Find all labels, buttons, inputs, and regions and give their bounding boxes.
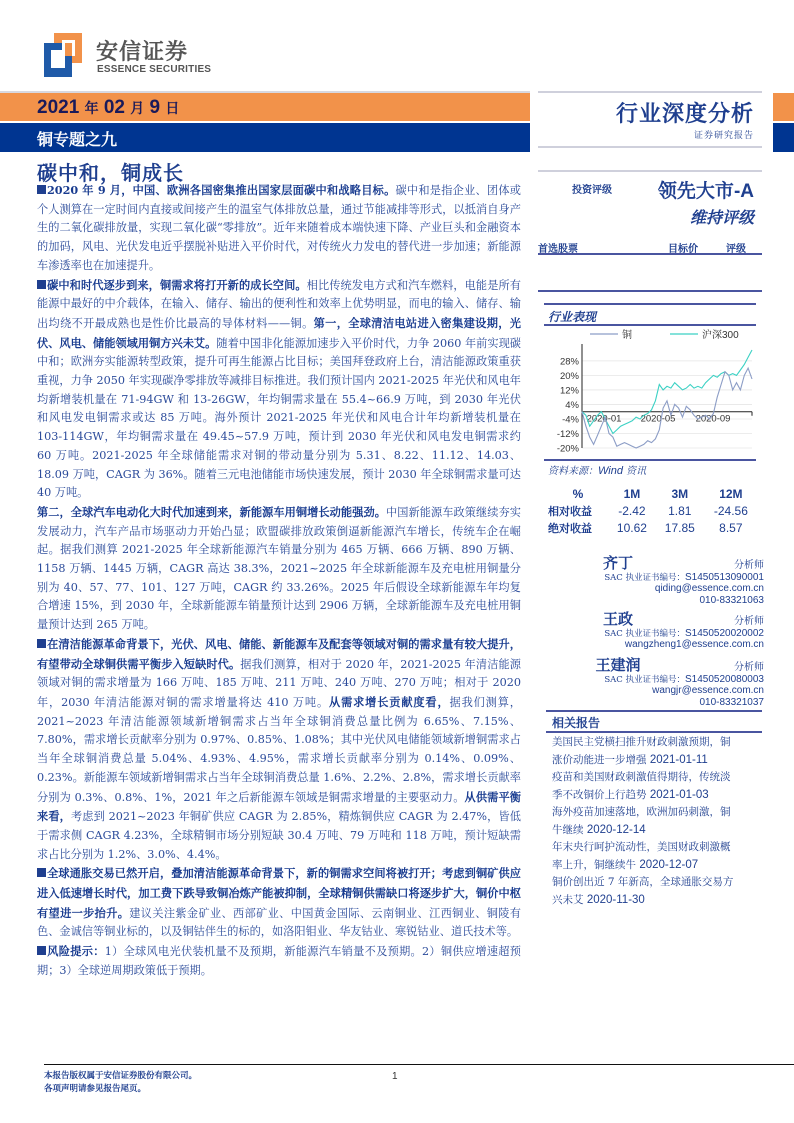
headline: 碳中和，铜成长: [37, 161, 184, 185]
paragraph-lead: 2020 年 9 月，中国、欧洲各国密集推出国家层面碳中和战略目标。: [47, 183, 396, 197]
analyst-email[interactable]: wangzheng1@essence.com.cn: [624, 639, 764, 650]
picks-col-rating: 评级: [726, 244, 746, 255]
footer-notice: 各项声明请参见报告尾页。: [44, 1084, 147, 1094]
industry-performance-chart: [540, 326, 760, 456]
related-report-title-cont: 牛继续: [552, 823, 584, 836]
table-row: [548, 519, 758, 536]
summary-paragraph: [37, 864, 521, 942]
source-suffix: 资讯: [622, 466, 647, 477]
related-report-title: 海外疫苗加速落地，欧洲加码刺激，铜: [552, 806, 731, 818]
table-cell: 17.85: [664, 520, 695, 535]
related-report-title: 铜价创出近 7 年新高，全球通胀交易方: [552, 876, 734, 888]
table-cell: 1.81: [668, 503, 692, 518]
analyst-email[interactable]: wangjr@essence.com.cn: [652, 685, 764, 696]
analyst-sac: [604, 571, 764, 583]
legend-label: 铜: [622, 330, 632, 341]
analyst-card: [548, 654, 764, 710]
date-year-unit: 年: [84, 101, 99, 117]
date-month: 02: [103, 97, 125, 118]
picks-col-target-price: 目标价: [668, 244, 698, 255]
x-tick-label: 2020-05: [640, 413, 676, 425]
analyst-role: 分析师: [734, 560, 764, 571]
bullet-square-icon: [37, 639, 46, 648]
related-report-date: 2020-11-30: [586, 893, 645, 906]
date-year: 2021: [37, 97, 80, 118]
sac-number: S1450513090001: [685, 572, 764, 583]
related-report-title-cont: 兴未艾: [552, 893, 584, 906]
perf-title-top-rule: [544, 303, 756, 305]
picks-col-stock: 首选股票: [538, 244, 578, 255]
source-prefix: 资料来源：: [548, 466, 598, 477]
paragraph-text: 中国新能源车政策继续夯实发展动力，汽车产品市场驱动力开始凸显；欧盟碳排放政策倒逼新能源汽车增长，传统车企在崛起。据我们测算 2021-2025 年全球新能源汽车销量分别为 465 万辆、666 万辆、890 万辆、1158 万辆、1445 万辆，CAGR 高达 38.3%，2021~2025 年全球新能源车及充电桩用铜量分别为 40、57、77、101、127 万吨，CAGR 约 33.26%。2025 年后假设全球新能源车年均复合增速 15%，到 2030 年，全球新能源车销量预计达到 2906 万辆，全球新能源车及充电桩用铜量预计达到 265 万吨。: [37, 505, 521, 632]
analyst-sac: [604, 673, 764, 685]
date-day-unit: 日: [165, 101, 180, 117]
related-report-title-cont: 季不改铜价上行趋势: [552, 788, 647, 801]
table-header: 1M: [623, 486, 641, 501]
table-cell: 8.57: [719, 520, 743, 535]
related-report-date: 2021-01-03: [649, 788, 709, 801]
related-report-title-cont: 率上升，铜继续牛: [552, 858, 636, 871]
table-header: %: [572, 486, 584, 501]
related-report-item[interactable]: [552, 874, 762, 909]
analyst-sac: [604, 627, 764, 639]
source-name: Wind: [598, 465, 623, 477]
related-report-date: 2020-12-14: [586, 823, 646, 836]
top-picks-header: [538, 240, 762, 255]
rating-grade: -A: [733, 181, 754, 202]
paragraph-text: 碳中和是指企业、团体或个人测算在一定时间内直接或间接产生的温室气体排放总量，通过节能减排等形式，以抵消自身产生的二氧化碳排放量，实现二氧化碳“零排放”。近年来随着成本端快速下降、产业巨头和金融资本的加码，风电、光伏发电近乎摆脱补贴进入平价时代，对传统火力发电的替代进一步加速；新能源车渗透率也在加速提升。: [37, 184, 521, 272]
analyst-name: 王政: [602, 610, 633, 628]
y-tick-label: -20%: [556, 443, 579, 455]
analyst-name: 王建润: [595, 656, 641, 674]
row-label: 绝对收益: [548, 521, 592, 535]
row-label: 相对收益: [548, 504, 592, 518]
series-line: [582, 368, 752, 448]
paragraph-lead: 在清洁能源革命背景下，光伏、风电、储能、新能源车及配套等领域对铜的需求量有较大提升，有望带动全球铜供需平衡步入短缺时代。: [37, 636, 521, 671]
y-tick-label: -4%: [562, 414, 579, 426]
related-report-item[interactable]: [552, 734, 762, 769]
right-column-rule: [538, 146, 762, 148]
sac-label: SAC 执业证书编号：: [604, 629, 686, 639]
related-reports-title: 相关报告: [552, 716, 601, 730]
related-report-item[interactable]: [552, 769, 762, 804]
analyst-card: [548, 552, 764, 604]
related-report-title: 疫苗和美国财政刺激值得期待，传统淡: [552, 771, 731, 783]
rating-value: [658, 176, 754, 203]
company-logo: [44, 33, 244, 83]
logo-mark-icon: [44, 33, 84, 77]
paragraph-text: 据我们测算，相对于 2020 年，2021-2025 年清洁能源领域对铜的需求增量为 166 万吨、185 万吨、211 万吨、240 万吨、270 万吨；相对于 2020 年，2030 年清洁能源对铜的需求增量将达 410 万吨。: [37, 657, 521, 709]
analyst-role: 分析师: [734, 662, 764, 673]
table-cell: -2.42: [618, 503, 646, 518]
analyst-role: 分析师: [734, 616, 764, 627]
related-reports-list: [552, 734, 762, 909]
paragraph-text: 建议关注紫金矿业、西部矿业、中国黄金国际、云南铜业、江西铜业、铜陵有色、金诚信等铜业标的，以及铜钴伴生的标的，如洛阳钼业、华友钴业、寒锐钴业、道氏技术等。: [37, 906, 521, 939]
related-report-title: 美国民主党横扫推升财政刺激预期，铜: [552, 736, 731, 748]
logo-name-en: ESSENCE SECURITIES: [97, 64, 212, 75]
related-report-item[interactable]: [552, 804, 762, 839]
top-picks-bottom-rule: [538, 290, 762, 292]
table-header-row: [548, 485, 758, 502]
analyst-name: 齐丁: [602, 554, 633, 572]
related-report-title: 年末央行呵护流动性，美国财政刺激概: [552, 841, 731, 853]
table-cell: 10.62: [616, 520, 647, 535]
paragraph-lead: 从需求增长贡献度看，: [329, 694, 450, 709]
table-row: [548, 502, 758, 519]
sac-number: S1450520020002: [685, 628, 764, 639]
date-month-unit: 月: [130, 101, 145, 117]
sac-number: S1450520080003: [685, 674, 764, 685]
bullet-square-icon: [37, 946, 46, 955]
bullet-square-icon: [37, 280, 46, 289]
paragraph-lead: 碳中和时代逐步到来，铜需求将打开新的成长空间。: [47, 277, 307, 292]
date-day: 9: [149, 97, 161, 118]
paragraph-lead: 全球通胀交易已然开启，叠加清洁能源革命背景下，新的铜需求空间将被打开；考虑到铜矿供应进入低速增长时代，加工费下跌导致铜冶炼产能被抑制，全球精铜供需缺口将逐步扩大，铜价中枢有望进一步抬升。: [37, 866, 521, 920]
chart-source: [548, 462, 646, 477]
legend-label: 沪深300: [702, 330, 739, 341]
summary-paragraph: [37, 503, 521, 635]
paragraph-lead: 风险提示：: [47, 944, 105, 959]
date-bar-right-edge: [773, 93, 794, 121]
x-tick-label: 2020-01: [586, 413, 622, 425]
related-title-rule: [546, 731, 762, 733]
analyst-phone: 010-83321037: [699, 697, 764, 708]
report-body: [37, 181, 521, 981]
paragraph-text: 相比传统发电方式和汽车燃料，电能是所有能源中最好的中介载体，在输入、储存、输出的便利性和效率上优势明显，而电的输入、储存、输出均绕不开最成熟也是性价比最高的导体材料——铜。: [37, 278, 521, 330]
table-header: 12M: [719, 486, 743, 501]
rating-value-cn: 领先大市: [657, 180, 734, 202]
paragraph-lead: 从供需平衡来看，: [37, 789, 521, 824]
y-tick-label: 12%: [559, 385, 579, 397]
rating-top-rule: [538, 170, 762, 172]
paragraph-text: 随着中国非化能源加速步入平价时代，力争 2060 年前实现碳中和；欧洲夯实能源转型政策，提升可再生能源占比目标；美国拜登政府上台，清洁能源政策重获重视，力争 2050 年实现碳净零排放等减排目标推进。我们预计国内 2021-2025 年光伏和风电年均新增装机量在 71-94GW 和 13-26GW，年均铜需求量在 55.4~66.9 万吨，到 2030 年光伏和风电发电铜需求或达 85 万吨。海外预计 2021-2025 年光伏和风电合计年均新增装机量在 103-114GW，年均铜需求量在 49.45~57.9 万吨，预计到 2030 年光伏和风电发电铜需求约 60 万吨。2021-2025 年全球储能需求对铜的带动量分别为 5.31、8.22、11.12、14.03、18.09 万吨，CAGR 为 36%。随着三元电池储能市场快速发展，预计 2030 年全球铜需求量可达 40 万吨。: [37, 336, 521, 500]
analyst-phone: 010-83321063: [699, 595, 764, 606]
paragraph-lead: 第一，全球清洁电站进入密集建设期，光伏、风电、储能领域用铜方兴未艾。: [37, 315, 521, 350]
footer-disclaimer: [44, 1070, 197, 1096]
table-header: 3M: [671, 486, 689, 501]
paragraph-text: 1）全球风电光伏装机量不及预期，新能源汽车销量不及预期。2）铜供应增速超预期；3）全球逆周期政策低于预期。: [37, 945, 521, 977]
paragraph-text: 考虑到 2021~2023 年铜矿供应 CAGR 为 2.85%，精炼铜供应 CAGR 为 2.47%，皆低于需求侧 CAGR 4.23%，全球精铜市场分别短缺 30.4 万吨、79 万吨和 118 万吨，预计短缺需求占比分别为 1.2%、3.0%、4.4%。: [37, 810, 521, 861]
related-report-item[interactable]: [552, 839, 762, 874]
right-column-top-rule: [538, 91, 762, 93]
related-top-rule: [546, 710, 762, 712]
source-rule: [544, 459, 756, 461]
related-report-title-cont: 涨价动能进一步增强: [552, 753, 647, 766]
report-type: 行业深度分析: [615, 101, 754, 127]
summary-paragraph: [37, 181, 521, 276]
report-date: [37, 97, 179, 119]
logo-name-cn: 安信证券: [96, 40, 189, 65]
summary-paragraph: [37, 635, 521, 864]
page-number: 1: [392, 1071, 398, 1082]
x-tick-label: 2020-09: [695, 413, 731, 425]
sac-label: SAC 执业证书编号：: [604, 675, 686, 685]
y-tick-label: 4%: [565, 399, 579, 411]
bullet-square-icon: [37, 185, 46, 194]
report-subtype: 证券研究报告: [693, 131, 754, 141]
analyst-card: [548, 608, 764, 652]
risk-paragraph: [37, 942, 521, 980]
performance-table: [548, 485, 758, 536]
report-series: 铜专题之九: [37, 130, 118, 149]
rating-label: 投资评级: [572, 185, 612, 196]
analyst-email[interactable]: qiding@essence.com.cn: [654, 583, 764, 594]
related-report-date: 2021-01-11: [649, 753, 708, 766]
perf-title: 行业表现: [548, 310, 597, 324]
footer-rule: [44, 1064, 794, 1065]
bullet-square-icon: [37, 868, 46, 877]
summary-paragraph: [37, 276, 521, 503]
sac-label: SAC 执业证书编号：: [604, 573, 686, 583]
paragraph-lead: 第二，全球汽车电动化大时代加速到来，新能源车用铜增长动能强劲。: [37, 504, 386, 519]
rating-action: 维持评级: [689, 208, 754, 227]
footer-copyright: 本报告版权属于安信证券股份有限公司。: [44, 1071, 198, 1081]
table-cell: -24.56: [713, 503, 748, 518]
related-report-date: 2020-12-07: [639, 858, 699, 871]
y-tick-label: -12%: [556, 428, 579, 440]
paragraph-text: 据我们测算，2021~2023 年清洁能源领域新增铜需求占当年全球铜消费总量比例为 6.65%、7.15%、7.80%，需求增长贡献率分别为 0.97%、0.85%、1.08%；其中光伏风电储能领域新增铜需求占当年全球铜消费总量 5.04%、4.93%、4.95%，需求增长贡献率分别为 0.14%、0.09%、0.23%。新能源车领域新增铜需求占当年全球铜消费总量 1.6%、2.2%、2.8%，需求增长贡献率分别为 0.3%、0.8%、1%，2021 年之后新能源车领域是铜需求增量的主要驱动力。: [37, 695, 521, 804]
y-tick-label: 20%: [559, 370, 579, 382]
y-tick-label: 28%: [559, 356, 579, 368]
series-bar-right-edge: [773, 123, 794, 152]
